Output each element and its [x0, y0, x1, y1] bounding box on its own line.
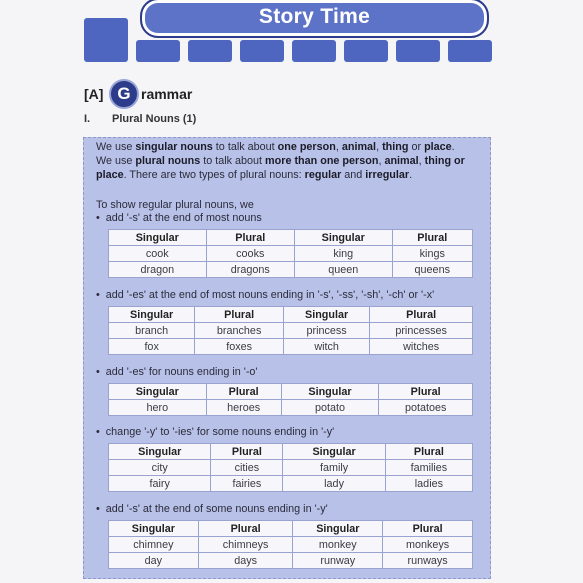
table-cell: chimney	[109, 537, 199, 553]
table-cell: princesses	[370, 323, 473, 339]
header-block	[292, 40, 336, 62]
title-banner	[140, 0, 489, 38]
table-cell: fox	[109, 339, 195, 355]
header-cell: Singular	[281, 384, 379, 400]
plural-table-2	[108, 306, 473, 355]
table-cell: queen	[294, 262, 392, 278]
table-cell: fairy	[109, 476, 211, 492]
text: place	[424, 141, 452, 153]
table-cell: day	[109, 553, 199, 569]
text: regular	[304, 169, 342, 181]
header-cell: Singular	[293, 521, 383, 537]
table-cell: family	[283, 460, 385, 476]
header-cell: Plural	[195, 307, 284, 323]
rule-3: • add '-es' for nouns ending in '-o'	[96, 366, 257, 378]
header-cell: Plural	[206, 384, 281, 400]
header-cell: Plural	[206, 230, 294, 246]
header-cell: Singular	[109, 230, 207, 246]
section-label: [A]	[84, 86, 104, 102]
header-cell: Singular	[283, 307, 369, 323]
text: more than one person	[265, 155, 379, 167]
table-row	[109, 553, 473, 569]
text: thing or place	[96, 155, 465, 181]
text: irregular	[365, 169, 410, 181]
header-block	[448, 40, 492, 62]
table-cell: kings	[392, 246, 472, 262]
header-block	[344, 40, 388, 62]
table-cell: witch	[283, 339, 369, 355]
page-title: Story Time	[258, 5, 371, 28]
text: ,	[418, 155, 425, 167]
table-cell: potato	[281, 400, 379, 416]
text: or	[408, 141, 425, 153]
intro-sentence-singular	[96, 140, 481, 154]
table-cell: cities	[211, 460, 283, 476]
table-cell: hero	[109, 400, 207, 416]
header-cell: Singular	[109, 307, 195, 323]
text: to talk about	[200, 155, 266, 167]
plural-table-1	[108, 229, 473, 278]
text: singular nouns	[135, 141, 213, 153]
header-cell: Plural	[211, 444, 283, 460]
table-row	[109, 400, 473, 416]
table-cell: foxes	[195, 339, 284, 355]
table-cell: branch	[109, 323, 195, 339]
text: thing	[382, 141, 409, 153]
text: and	[341, 169, 366, 181]
table-cell: lady	[283, 476, 385, 492]
table-cell: princess	[283, 323, 369, 339]
header-cell: Plural	[385, 444, 472, 460]
table-row	[109, 339, 473, 355]
table-header-row	[109, 384, 473, 400]
header-cell: Plural	[370, 307, 473, 323]
text: We use	[96, 155, 136, 167]
header-cell: Singular	[294, 230, 392, 246]
table-cell: runways	[383, 553, 473, 569]
table-cell: heroes	[206, 400, 281, 416]
table-cell: fairies	[211, 476, 283, 492]
header-block	[84, 18, 128, 62]
table-row	[109, 537, 473, 553]
table-row	[109, 323, 473, 339]
plural-table-5	[108, 520, 473, 569]
header-cell: Plural	[383, 521, 473, 537]
rule-5: • add '-s' at the end of some nouns ending in '-y'	[96, 503, 328, 515]
text: ,	[335, 141, 342, 153]
table-cell: potatoes	[379, 400, 473, 416]
header-cell: Plural	[392, 230, 472, 246]
text: ,	[378, 155, 385, 167]
text: to talk about	[212, 141, 278, 153]
table-cell: monkey	[293, 537, 383, 553]
table-cell: days	[198, 553, 293, 569]
table-header-row	[109, 521, 473, 537]
text: .	[409, 169, 413, 181]
table-cell: city	[109, 460, 211, 476]
rule-1: • add '-s' at the end of most nouns	[96, 212, 262, 224]
header-block	[188, 40, 232, 62]
header-cell: Singular	[109, 444, 211, 460]
section-title: rammar	[141, 86, 193, 102]
header-block	[240, 40, 284, 62]
table-cell: dragon	[109, 262, 207, 278]
header-cell: Singular	[283, 444, 385, 460]
text: animal	[384, 155, 419, 167]
intro-text	[96, 140, 481, 182]
subsection-number: I.	[84, 113, 91, 125]
text: ,	[376, 141, 383, 153]
table-cell: monkeys	[383, 537, 473, 553]
table-cell: chimneys	[198, 537, 293, 553]
table-cell: queens	[392, 262, 472, 278]
table-row	[109, 246, 473, 262]
grammar-g-icon: G	[109, 79, 139, 109]
table-header-row	[109, 230, 473, 246]
table-row	[109, 460, 473, 476]
header-block	[396, 40, 440, 62]
table-cell: families	[385, 460, 472, 476]
table-cell: dragons	[206, 262, 294, 278]
text: one person	[277, 141, 336, 153]
plural-table-3	[108, 383, 473, 416]
subsection-title: Plural Nouns (1)	[112, 113, 197, 125]
table-cell: witches	[370, 339, 473, 355]
header-cell: Singular	[109, 384, 207, 400]
intro-sentence-plural	[96, 154, 481, 182]
rule-4: • change '-y' to '-ies' for some nouns ending in '-y'	[96, 426, 334, 438]
plural-table-4	[108, 443, 473, 492]
table-cell: cooks	[206, 246, 294, 262]
header-cell: Plural	[379, 384, 473, 400]
table-row	[109, 476, 473, 492]
text: animal	[341, 141, 377, 153]
table-cell: cook	[109, 246, 207, 262]
table-header-row	[109, 307, 473, 323]
table-cell: king	[294, 246, 392, 262]
text: plural nouns	[135, 155, 201, 167]
header-cell: Singular	[109, 521, 199, 537]
rule-2: • add '-es' at the end of most nouns ending in '-s', '-ss', '-sh', '-ch' or '-x'	[96, 289, 434, 301]
text: We use	[96, 141, 136, 153]
text: .	[451, 141, 455, 153]
table-header-row	[109, 444, 473, 460]
table-cell: runway	[293, 553, 383, 569]
header-cell: Plural	[198, 521, 293, 537]
table-cell: ladies	[385, 476, 472, 492]
text: . There are two types of plural nouns:	[123, 169, 305, 181]
table-row	[109, 262, 473, 278]
intro-lead: To show regular plural nouns, we	[96, 199, 254, 211]
table-cell: branches	[195, 323, 284, 339]
header-block	[136, 40, 180, 62]
